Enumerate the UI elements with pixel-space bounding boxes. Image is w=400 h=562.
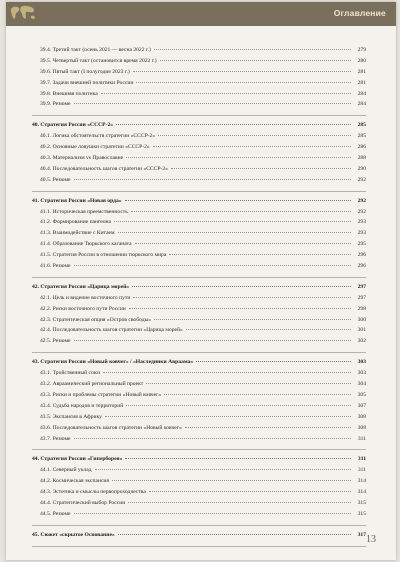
- dot-leader: [74, 179, 351, 180]
- dot-leader: [196, 361, 351, 362]
- toc-entry-number: 41.5.: [40, 252, 52, 259]
- toc-page-number: 296: [357, 263, 366, 270]
- dot-leader: [129, 308, 351, 309]
- toc-entry-text: Материализм vs Православие: [52, 155, 124, 162]
- toc-section: [32, 284, 366, 353]
- toc-entry-title: [40, 403, 123, 409]
- toc-page-number: 296: [357, 252, 366, 259]
- toc-entry-number: 44.1.: [40, 467, 52, 474]
- toc-entry-title: [40, 478, 109, 484]
- dot-leader: [135, 243, 351, 244]
- toc-entry-title: [32, 532, 115, 538]
- toc-entry-title: [40, 500, 125, 506]
- toc-entry-text: Эстетика и смыслы первопроходчества: [52, 489, 146, 496]
- toc-entry-number: 44.: [32, 456, 39, 463]
- toc-section: [32, 359, 366, 450]
- toc-entry-number: 42.2.: [40, 305, 52, 312]
- toc-entry-text: Стратегия России «Царица морей»: [40, 283, 130, 290]
- toc-subsection-entry[interactable]: [32, 91, 366, 102]
- toc-entry-text: Авраамический региональный проект: [52, 381, 144, 388]
- toc-section: [32, 456, 366, 525]
- toc-entry-text: Цель и видение восточного пути: [52, 294, 131, 301]
- toc-page-number: 314: [357, 489, 366, 496]
- toc-page-number: 293: [357, 230, 366, 237]
- toc-page-number: 311: [357, 456, 366, 463]
- toc-subsection-entry[interactable]: [32, 500, 366, 511]
- toc-subsection-entry[interactable]: [32, 241, 366, 252]
- toc-entry-text: Резюме: [52, 435, 71, 442]
- toc-entry-number: 39.5.: [40, 57, 52, 64]
- toc-page-number: 295: [357, 241, 366, 248]
- toc-entry-title: [32, 284, 129, 290]
- dot-leader: [153, 146, 351, 147]
- toc-subsection-entry[interactable]: [32, 295, 366, 306]
- toc-entry-number: 41.1.: [40, 208, 52, 215]
- toc-entry-text: Формирование пангеона: [52, 219, 112, 226]
- toc-entry-title: [32, 122, 113, 128]
- toc-entry-number: 41.6.: [40, 263, 52, 270]
- toc-entry-title: [40, 219, 111, 225]
- toc-subsection-entry[interactable]: [32, 511, 366, 522]
- toc-page-number: 292: [357, 208, 366, 215]
- dot-leader: [118, 534, 351, 535]
- dot-leader: [185, 427, 351, 428]
- toc-section: [32, 198, 366, 278]
- toc-entry-number: 42.4.: [40, 327, 52, 334]
- dot-leader: [133, 71, 351, 72]
- toc-entry-number: 41.4.: [40, 241, 52, 248]
- dot-leader: [171, 168, 351, 169]
- header-title: Оглавление: [333, 8, 386, 18]
- toc-page-number: 285: [357, 133, 366, 140]
- toc-entry-text: Последовательность шагов стратегии «Новый ковчег»: [52, 424, 182, 431]
- header-bar: [6, 2, 396, 26]
- toc-page-number: 286: [357, 144, 366, 151]
- dot-leader: [128, 502, 351, 503]
- dot-leader: [154, 319, 351, 320]
- toc-page-number: 307: [357, 402, 366, 409]
- dot-leader: [154, 49, 351, 50]
- toc-entry-number: 42.1.: [40, 294, 52, 301]
- table-of-contents: [32, 47, 366, 553]
- dot-leader: [186, 329, 351, 330]
- toc-subsection-entry[interactable]: [32, 338, 366, 349]
- toc-subsection-entry[interactable]: [32, 381, 366, 392]
- toc-subsection-entry[interactable]: [32, 414, 366, 425]
- toc-entry-title: [40, 177, 71, 183]
- toc-entry-text: Задачи внешней политики России: [52, 79, 134, 86]
- toc-page-number: 303: [357, 370, 366, 377]
- toc-entry-number: 43.2.: [40, 381, 52, 388]
- toc-page-number: 301: [357, 327, 366, 334]
- toc-entry-text: Четвертый такт (остановится время 2022 г.): [52, 57, 157, 64]
- toc-entry-number: 43.1.: [40, 370, 52, 377]
- toc-entry-text: Образование Тюркского каганата: [52, 241, 132, 248]
- toc-page-number: 284: [357, 101, 366, 108]
- dot-leader: [112, 480, 351, 481]
- toc-entry-number: 40.5.: [40, 176, 52, 183]
- toc-entry-number: 43.5.: [40, 413, 52, 420]
- toc-entry-number: 40.: [32, 122, 39, 129]
- toc-entry-text: Внешняя политика: [52, 90, 98, 97]
- toc-page-number: 302: [357, 338, 366, 345]
- toc-entry-text: Стратегия России «Новая орда»: [40, 197, 122, 204]
- toc-page-number: 281: [357, 68, 366, 75]
- toc-entry-title: [40, 166, 168, 172]
- dot-leader: [74, 103, 351, 104]
- toc-subsection-entry[interactable]: [32, 263, 366, 274]
- toc-subsection-entry[interactable]: [32, 155, 366, 166]
- toc-entry-title: [32, 359, 193, 365]
- toc-entry-title: [40, 155, 123, 161]
- toc-subsection-entry[interactable]: [32, 327, 366, 338]
- dot-leader: [95, 469, 351, 470]
- toc-entry-title: [40, 144, 150, 150]
- toc-entry-number: 41.2.: [40, 219, 52, 226]
- toc-subsection-entry[interactable]: [32, 80, 366, 91]
- toc-entry-text: Историческая преемственность: [52, 208, 128, 215]
- toc-entry-text: Резюме: [52, 263, 71, 270]
- toc-page-number: 300: [357, 316, 366, 323]
- toc-section: [32, 122, 366, 191]
- toc-entry-number: 42.: [32, 283, 39, 290]
- dot-leader: [131, 211, 351, 212]
- toc-entry-number: 45.: [32, 531, 39, 538]
- toc-entry-title: [40, 381, 143, 387]
- toc-page-number: 315: [357, 499, 366, 506]
- toc-entry-title: [40, 370, 100, 376]
- toc-subsection-entry[interactable]: [32, 370, 366, 381]
- dot-leader: [158, 135, 351, 136]
- toc-chapter-entry[interactable]: [32, 456, 366, 467]
- toc-page-number: 305: [357, 391, 366, 398]
- dot-leader: [126, 157, 351, 158]
- toc-entry-text: Стратегический выбор России: [52, 499, 126, 506]
- dot-leader: [136, 82, 351, 83]
- toc-page-number: 311: [357, 435, 366, 442]
- toc-page-number: 280: [357, 57, 366, 64]
- toc-entry-title: [40, 69, 130, 75]
- toc-page-number: 317: [357, 531, 366, 538]
- toc-page-number: 292: [357, 197, 366, 204]
- toc-page-number: 311: [357, 467, 366, 474]
- dot-leader: [105, 416, 351, 417]
- toc-entry-number: 44.5.: [40, 510, 52, 517]
- dot-leader: [116, 124, 351, 125]
- toc-entry-title: [40, 133, 155, 139]
- dot-leader: [160, 60, 351, 61]
- toc-entry-title: [40, 230, 115, 236]
- toc-page-number: 297: [357, 294, 366, 301]
- toc-subsection-entry[interactable]: [32, 69, 366, 80]
- dot-leader: [101, 93, 351, 94]
- toc-entry-text: Резюме: [52, 338, 71, 345]
- toc-entry-number: 41.: [32, 197, 39, 204]
- toc-page-number: 284: [357, 90, 366, 97]
- toc-chapter-entry[interactable]: [32, 284, 366, 295]
- toc-chapter-entry[interactable]: [32, 198, 366, 209]
- toc-entry-text: Стратегия России «Новый ковчег» / «Наследники Авраама»: [40, 359, 194, 366]
- toc-entry-number: 39.8.: [40, 90, 52, 97]
- dot-leader: [74, 513, 351, 514]
- toc-entry-title: [40, 436, 71, 442]
- toc-entry-number: 43.4.: [40, 402, 52, 409]
- toc-entry-number: 42.5.: [40, 338, 52, 345]
- toc-entry-number: 44.2.: [40, 478, 52, 485]
- toc-entry-text: Резюме: [52, 101, 71, 108]
- toc-entry-title: [32, 198, 122, 204]
- toc-entry-title: [40, 306, 126, 312]
- toc-page-number: 308: [357, 424, 366, 431]
- toc-subsection-entry[interactable]: [32, 58, 366, 69]
- toc-entry-title: [40, 91, 98, 97]
- dot-leader: [103, 372, 351, 373]
- toc-subsection-entry[interactable]: [32, 392, 366, 403]
- toc-page-number: 303: [357, 359, 366, 366]
- toc-page-number: 288: [357, 155, 366, 162]
- dot-leader: [133, 297, 351, 298]
- toc-section: [32, 532, 366, 547]
- toc-entry-title: [40, 467, 92, 473]
- toc-entry-text: Стратегическая опция «Остров свободы»: [52, 316, 152, 323]
- toc-entry-title: [40, 295, 130, 301]
- toc-subsection-entry[interactable]: [32, 478, 366, 489]
- toc-subsection-entry[interactable]: [32, 101, 366, 112]
- toc-entry-text: Экспансия в Африку: [52, 413, 102, 420]
- toc-entry-text: Стратегия России «Гиперборея»: [40, 456, 123, 463]
- toc-subsection-entry[interactable]: [32, 177, 366, 188]
- toc-entry-title: [40, 209, 128, 215]
- toc-entry-number: 43.6.: [40, 424, 52, 431]
- toc-entry-text: Логика обстоятельств стратегии «СССР-2»: [52, 133, 156, 140]
- toc-page-number: 297: [357, 283, 366, 290]
- toc-page-number: 281: [357, 79, 366, 86]
- toc-entry-title: [40, 101, 71, 107]
- toc-entry-title: [40, 80, 133, 86]
- toc-entry-text: Пятый такт (I полугодие 2023 г.): [52, 68, 130, 75]
- toc-entry-text: Последовательность шагов стратегии «Царица морей»: [52, 327, 183, 334]
- toc-entry-title: [40, 338, 71, 344]
- toc-subsection-entry[interactable]: [32, 489, 366, 500]
- toc-entry-title: [40, 392, 161, 398]
- toc-subsection-entry[interactable]: [32, 166, 366, 177]
- toc-entry-text: Судьба народов и территорий: [52, 402, 124, 409]
- toc-page-number: 315: [357, 510, 366, 517]
- toc-entry-text: Риски и проблемы стратегии «Новый ковчег»: [52, 391, 162, 398]
- toc-entry-text: Стратегия России в отношении тюркского мира: [52, 252, 167, 259]
- toc-entry-text: Тройственный союз: [52, 370, 101, 377]
- toc-entry-number: 41.3.: [40, 230, 52, 237]
- toc-subsection-entry[interactable]: [32, 144, 366, 155]
- toc-entry-title: [40, 425, 182, 431]
- toc-entry-text: Взаимодействие с Китаем: [52, 230, 115, 237]
- page-number: 13: [366, 534, 376, 545]
- dot-leader: [118, 232, 351, 233]
- world-map-icon: [8, 3, 38, 23]
- toc-entry-text: Стратегия России «СССР-2»: [40, 122, 114, 129]
- toc-subsection-entry[interactable]: [32, 133, 366, 144]
- toc-entry-number: 44.4.: [40, 499, 52, 506]
- toc-entry-number: 40.2.: [40, 144, 52, 151]
- toc-entry-title: [32, 456, 122, 462]
- toc-page-number: 298: [357, 305, 366, 312]
- toc-entry-number: 43.3.: [40, 391, 52, 398]
- toc-page-number: 293: [357, 219, 366, 226]
- dot-leader: [132, 286, 351, 287]
- book-page: [6, 2, 396, 560]
- toc-entry-title: [40, 241, 132, 247]
- toc-entry-text: Последовательность шагов стратегии «СССР-2»: [52, 165, 168, 172]
- toc-entry-title: [40, 327, 183, 333]
- dot-leader: [146, 383, 351, 384]
- toc-subsection-entry[interactable]: [32, 252, 366, 263]
- toc-entry-number: 43.: [32, 359, 39, 366]
- dot-leader: [114, 221, 351, 222]
- toc-subsection-entry[interactable]: [32, 47, 366, 58]
- toc-entry-number: 39.6.: [40, 68, 52, 75]
- toc-entry-title: [40, 263, 71, 269]
- toc-entry-title: [40, 47, 151, 53]
- toc-subsection-entry[interactable]: [32, 209, 366, 220]
- toc-entry-number: 39.9.: [40, 101, 52, 108]
- toc-page-number: 292: [357, 176, 366, 183]
- toc-entry-number: 39.7.: [40, 79, 52, 86]
- toc-entry-text: Сюжет «скрытое Основание»: [40, 531, 115, 538]
- dot-leader: [74, 340, 351, 341]
- toc-entry-title: [40, 317, 151, 323]
- toc-subsection-entry[interactable]: [32, 436, 366, 447]
- toc-entry-number: 42.3.: [40, 316, 52, 323]
- toc-entry-number: 39.4.: [40, 47, 52, 53]
- toc-subsection-entry[interactable]: [32, 306, 366, 317]
- toc-entry-text: Основные ловушки стратегии «СССР-2»: [52, 144, 150, 151]
- toc-entry-text: Резюме: [52, 510, 71, 517]
- toc-entry-text: Северный уклад: [52, 467, 92, 474]
- dot-leader: [74, 438, 351, 439]
- toc-page-number: 290: [357, 165, 366, 172]
- toc-page-number: 285: [357, 122, 366, 129]
- toc-entry-title: [40, 58, 157, 64]
- toc-entry-text: Резюме: [52, 176, 71, 183]
- toc-entry-number: 40.1.: [40, 133, 52, 140]
- toc-subsection-entry[interactable]: [32, 317, 366, 328]
- toc-entry-number: 44.3.: [40, 489, 52, 496]
- toc-subsection-entry[interactable]: [32, 467, 366, 478]
- toc-page-number: 304: [357, 381, 366, 388]
- dot-leader: [74, 265, 351, 266]
- toc-entry-text: Третий такт (осень 2021 — весна 2022 г.): [52, 47, 151, 53]
- dot-leader: [164, 394, 351, 395]
- toc-chapter-entry[interactable]: [32, 122, 366, 133]
- toc-page-number: 279: [357, 47, 366, 53]
- toc-subsection-entry[interactable]: [32, 425, 366, 436]
- toc-entry-number: 40.4.: [40, 165, 52, 172]
- toc-page-number: 308: [357, 413, 366, 420]
- toc-entry-title: [40, 489, 146, 495]
- toc-entry-title: [40, 414, 102, 420]
- toc-chapter-entry[interactable]: [32, 532, 366, 543]
- toc-section: [32, 47, 366, 116]
- toc-chapter-entry[interactable]: [32, 359, 366, 370]
- toc-entry-title: [40, 252, 166, 258]
- dot-leader: [125, 200, 351, 201]
- toc-subsection-entry[interactable]: [32, 219, 366, 230]
- dot-leader: [149, 491, 351, 492]
- toc-entry-number: 43.7.: [40, 435, 52, 442]
- toc-entry-number: 40.3.: [40, 155, 52, 162]
- toc-page-number: 314: [357, 478, 366, 485]
- dot-leader: [126, 405, 351, 406]
- toc-subsection-entry[interactable]: [32, 403, 366, 414]
- toc-subsection-entry[interactable]: [32, 230, 366, 241]
- dot-leader: [169, 254, 351, 255]
- dot-leader: [125, 458, 351, 459]
- toc-entry-text: Космическая экспансия: [52, 478, 109, 485]
- toc-entry-title: [40, 511, 71, 517]
- toc-entry-text: Риски восточного пути России: [52, 305, 126, 312]
